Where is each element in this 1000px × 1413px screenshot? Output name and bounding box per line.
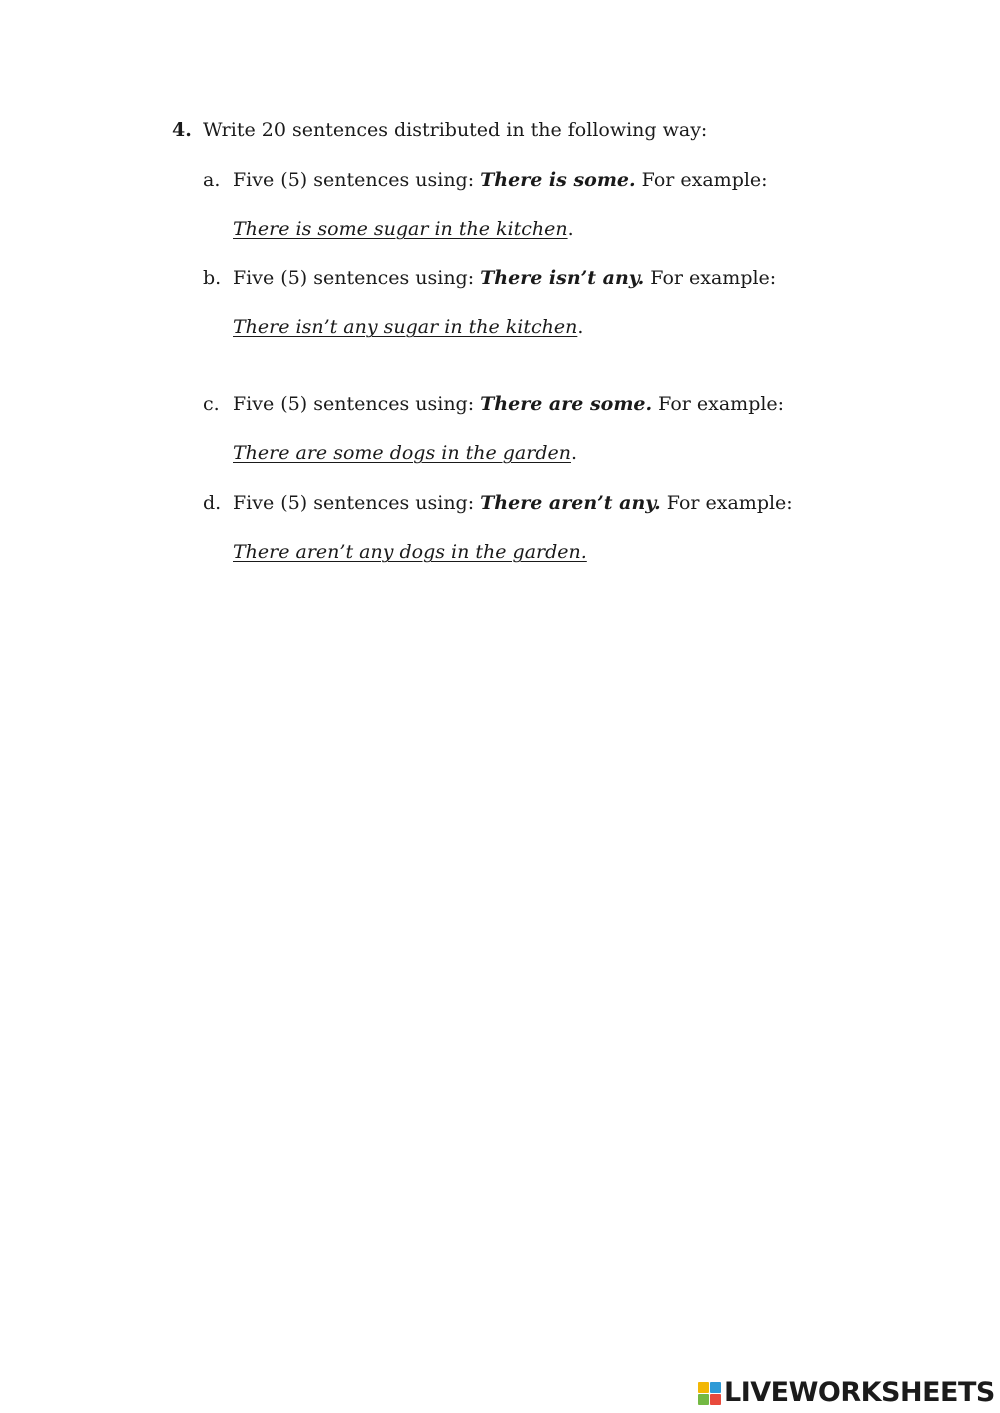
item-letter: b. bbox=[203, 267, 222, 289]
item-b bbox=[203, 264, 776, 292]
item-prefix: Five (5) sentences using: bbox=[233, 267, 481, 289]
item-suffix: For example: bbox=[644, 267, 777, 289]
logo-square-yellow bbox=[698, 1382, 709, 1393]
example-period: . bbox=[577, 316, 584, 338]
item-phrase: There isn’t any. bbox=[480, 267, 645, 289]
question-4 bbox=[172, 116, 707, 144]
question-text: Write 20 sentences distributed in the following way: bbox=[203, 119, 708, 141]
example-sentence: There are some dogs in the garden bbox=[233, 442, 571, 464]
logo-square-blue bbox=[710, 1382, 721, 1393]
item-prefix: Five (5) sentences using: bbox=[233, 169, 481, 191]
item-letter: a. bbox=[203, 169, 221, 191]
example-sentence: There isn’t any sugar in the kitchen bbox=[233, 316, 578, 338]
example-a bbox=[233, 215, 574, 243]
item-suffix: For example: bbox=[660, 492, 793, 514]
item-prefix: Five (5) sentences using: bbox=[233, 492, 481, 514]
item-a bbox=[203, 166, 768, 194]
item-d bbox=[203, 489, 793, 517]
example-sentence: There aren’t any dogs in the garden. bbox=[233, 541, 587, 563]
item-phrase: There aren’t any. bbox=[480, 492, 661, 514]
item-phrase: There is some. bbox=[480, 169, 636, 191]
item-suffix: For example: bbox=[652, 393, 785, 415]
example-c bbox=[233, 439, 577, 467]
item-prefix: Five (5) sentences using: bbox=[233, 393, 481, 415]
item-phrase: There are some. bbox=[480, 393, 653, 415]
logo-text: LIVEWORKSHEETS bbox=[724, 1377, 995, 1408]
example-b bbox=[233, 313, 583, 341]
logo-square-green bbox=[698, 1394, 709, 1405]
example-period: . bbox=[570, 442, 578, 464]
item-c bbox=[203, 390, 784, 418]
example-sentence: There is some sugar in the kitchen bbox=[233, 218, 568, 240]
liveworksheets-logo-icon bbox=[698, 1382, 721, 1405]
item-letter: d. bbox=[203, 492, 222, 514]
question-number: 4. bbox=[172, 119, 192, 141]
example-period: . bbox=[567, 218, 574, 240]
item-letter: c. bbox=[203, 393, 220, 415]
liveworksheets-logo bbox=[698, 1379, 995, 1407]
example-d bbox=[233, 538, 587, 566]
item-suffix: For example: bbox=[635, 169, 768, 191]
logo-square-red bbox=[710, 1394, 721, 1405]
